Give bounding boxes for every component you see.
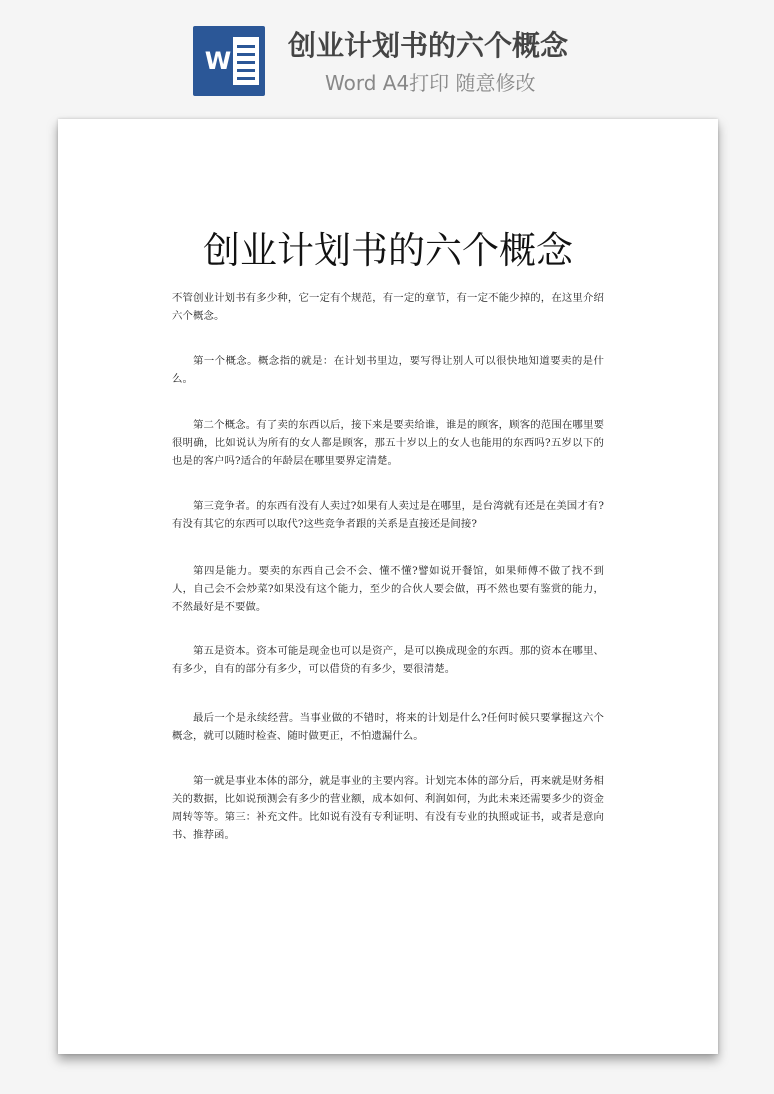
paragraph-concept-2: 第二个概念。有了卖的东西以后，接下来是要卖给谁，谁是的顾客，顾客的范围在哪里要很明确，比如说认为所有的女人都是顾客，那五十岁以上的女人也能用的东西吗?五岁以下的也是的客户吗?适合的年龄层在哪里要界定清楚。: [172, 419, 604, 467]
logo-letter: W: [204, 47, 232, 75]
paragraph-concept-5: 第五是资本。资本可能是现金也可以是资产，是可以换成现金的东西。那的资本在哪里、有多少，自有的部分有多少，可以借贷的有多少，要很清楚。: [172, 645, 604, 675]
paragraph-concept-4: 第四是能力。要卖的东西自己会不会、懂不懂?譬如说开餐馆，如果师傅不做了找不到人，自己会不会炒菜?如果没有这个能力，至少的合伙人要会做，再不然也要有鉴赏的能力，不然最好是不要做。: [172, 565, 604, 613]
header: [0, 0, 774, 110]
paragraph-concept-3: 第三竞争者。的东西有没有人卖过?如果有人卖过是在哪里，是台湾就有还是在美国才有?有没有其它的东西可以取代?这些竞争者跟的关系是直接还是间接?: [172, 500, 604, 530]
paragraph-concept-1: 第一个概念。概念指的就是：在计划书里边，要写得让别人可以很快地知道要卖的是什么。: [172, 355, 604, 385]
header-subtitle: Word A4打印 随意修改: [325, 71, 536, 95]
document-title: 创业计划书的六个概念: [203, 229, 573, 272]
paragraph-concept-6: 最后一个是永续经营。当事业做的不错时，将来的计划是什么?任何时候只要掌握这六个概念，就可以随时检查、随时做更正，不怕遗漏什么。: [172, 712, 604, 742]
header-title: 创业计划书的六个概念: [288, 29, 569, 62]
word-document-icon: [193, 26, 265, 96]
paragraph-summary: 第一就是事业本体的部分，就是事业的主要内容。计划完本体的部分后，再来就是财务相关的数据，比如说预测会有多少的营业额，成本如何、利润如何，为此未来还需要多少的资金周转等等。第三：补充文件。比如说有没有专利证明、有没有专业的执照或证书，或者是意向书、推荐函。: [172, 775, 604, 841]
document-page: [58, 119, 718, 1054]
paragraph-intro: 不管创业计划书有多少种，它一定有个规范，有一定的章节，有一定不能少掉的，在这里介绍六个概念。: [172, 292, 604, 322]
